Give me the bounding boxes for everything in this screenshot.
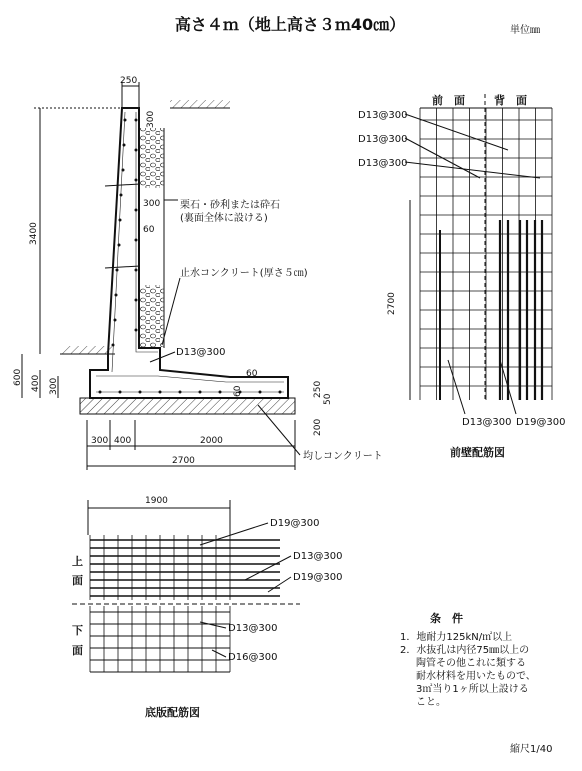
bs-lower-2: 面 (72, 644, 83, 657)
bs-leader-2 (245, 556, 291, 580)
unit-label: 単位㎜ (510, 25, 540, 36)
label-gravel-note: (裏面全体に設ける) (180, 213, 268, 224)
cond-item2-1: 2．水抜孔は内径75㎜以上の (400, 645, 530, 656)
bs-rebar-3: D19@300 (293, 572, 343, 583)
fw-title: 前壁配筋図 (450, 446, 505, 459)
cross-section (13, 76, 383, 470)
bs-leader-4 (200, 622, 226, 628)
ground-hatch-back (170, 100, 230, 108)
label-leveling: 均しコンクリート (303, 451, 383, 462)
cond-item2-4: 3㎡当り1ヶ所以上設ける (416, 684, 529, 695)
drain-pipe-2 (105, 266, 140, 268)
dim-b2700: 2700 (172, 456, 195, 466)
fw-rebar-2: D13@300 (358, 134, 408, 145)
bs-leader-1 (200, 523, 268, 545)
dim-b300: 300 (91, 436, 109, 446)
bs-rebar-1: D19@300 (270, 518, 320, 529)
cond-title: 条 件 (430, 612, 463, 625)
fw-grid (420, 108, 552, 400)
base-slab-diagram (72, 496, 343, 719)
bs-rebar-2: D13@300 (293, 551, 343, 562)
dim-b2000: 2000 (200, 436, 223, 446)
fw-rebar-3: D13@300 (358, 158, 408, 169)
leader-rebar (150, 352, 175, 362)
bs-leader-5 (212, 650, 226, 657)
bs-width: 1900 (145, 496, 168, 506)
fw-bottom-left: D13@300 (462, 417, 512, 428)
dim-60c: 60 (233, 385, 243, 397)
label-waterstop: 止水コンクリート(厚さ５㎝) (180, 268, 308, 279)
drain-pipe-1 (105, 184, 140, 186)
bs-upper-1: 上 (72, 555, 83, 568)
fw-leader-4 (448, 360, 465, 414)
fw-header-front: 前 面 (432, 94, 465, 107)
fw-rebar-1: D13@300 (358, 110, 408, 121)
leader-waterstop (162, 278, 180, 345)
dim-300c: 300 (49, 377, 59, 395)
fw-header-back: 背 面 (494, 94, 527, 107)
bs-upper-2: 面 (72, 574, 83, 587)
dim-200: 200 (313, 418, 323, 436)
fw-bottom-right: D19@300 (516, 417, 566, 428)
page-title: 高さ４ｍ（地上高さ３ｍ40㎝） (174, 15, 406, 34)
fw-leader-3 (405, 162, 540, 178)
dim-600: 600 (13, 368, 23, 386)
gravel-upper (139, 128, 164, 188)
label-gravel: 栗石・砂利または砕石 (180, 200, 280, 211)
leveling-concrete (80, 398, 295, 414)
front-wall-diagram (358, 93, 566, 459)
bs-rebar-5: D16@300 (228, 652, 278, 663)
dim-300b: 300 (143, 199, 161, 209)
dim-wall-height: 3400 (29, 222, 39, 245)
conditions-box (400, 611, 536, 708)
bs-leader-3 (268, 577, 291, 592)
cond-item2-5: こと。 (416, 697, 446, 708)
cond-item2-2: 陶管その他これに類する (416, 658, 526, 669)
bs-lower-1: 下 (72, 624, 83, 637)
cond-item1: 1．地耐力125kN/㎡以上 (400, 632, 513, 643)
gravel-lower (139, 285, 164, 347)
ground-hatch-front (62, 346, 112, 354)
dim-60a: 60 (143, 225, 155, 235)
scale-label: 縮尺1/40 (510, 744, 553, 755)
dim-50: 50 (323, 393, 333, 405)
bs-title: 底版配筋図 (145, 706, 200, 719)
fw-height: 2700 (387, 292, 397, 315)
bs-rebar-4: D13@300 (228, 623, 278, 634)
dim-250: 250 (313, 380, 323, 398)
fw-leader-1 (405, 114, 508, 150)
dim-top-width: 250 (120, 76, 138, 86)
cond-item2-3: 耐水材料を用いたもので、 (416, 671, 536, 682)
dim-b400: 400 (114, 436, 132, 446)
label-rebar: D13@300 (176, 347, 226, 358)
dim-300a: 300 (146, 110, 156, 128)
dim-60b: 60 (246, 369, 258, 379)
dim-400: 400 (31, 374, 41, 392)
